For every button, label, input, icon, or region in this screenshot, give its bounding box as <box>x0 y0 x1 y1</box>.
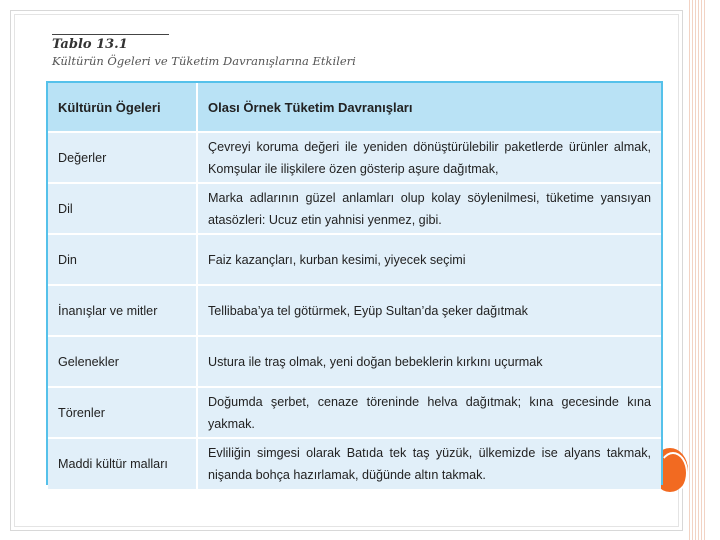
decorative-stripes <box>689 0 707 540</box>
row-label: Dil <box>48 183 197 234</box>
table-row <box>48 234 661 285</box>
row-value: Çevreyi koruma değeri ile yeniden dönüştürülebilir paketlerde ürünler almak, Komşular ile ilişkilere özen gösterip aşure dağıtmak, <box>197 132 661 183</box>
column-header-behaviors: Olası Örnek Tüketim Davranışları <box>197 83 661 132</box>
table-row <box>48 285 661 336</box>
table-row <box>48 183 661 234</box>
row-label: Maddi kültür malları <box>48 438 197 489</box>
caption-rule <box>52 34 169 35</box>
row-value: Evliliğin simgesi olarak Batıda tek taş yüzük, ülkemizde ise alyans takmak, nişanda bohça hazırlamak, düğünde altın takmak. <box>197 438 661 489</box>
row-label: Din <box>48 234 197 285</box>
row-value: Tellibaba’ya tel götürmek, Eyüp Sultan’da şeker dağıtmak <box>197 285 661 336</box>
row-label: Değerler <box>48 132 197 183</box>
row-label: Gelenekler <box>48 336 197 387</box>
column-header-elements: Kültürün Ögeleri <box>48 83 197 132</box>
row-label: Törenler <box>48 387 197 438</box>
table-row <box>48 438 661 489</box>
table-row <box>48 132 661 183</box>
table-caption-title: Tablo 13.1 <box>52 37 128 52</box>
row-value: Faiz kazançları, kurban kesimi, yiyecek seçimi <box>197 234 661 285</box>
row-label: İnanışlar ve mitler <box>48 285 197 336</box>
culture-table-grid <box>48 83 661 489</box>
table-row <box>48 336 661 387</box>
table-row <box>48 387 661 438</box>
row-value: Marka adlarının güzel anlamları olup kolay söylenilmesi, tüketime yansıyan atasözleri: Ucuz etin yahnisi yenmez, gibi. <box>197 183 661 234</box>
table-header-row <box>48 83 661 132</box>
row-value: Doğumda şerbet, cenaze töreninde helva dağıtmak; kına gecesinde kına yakmak. <box>197 387 661 438</box>
culture-table <box>46 81 663 485</box>
row-value: Ustura ile traş olmak, yeni doğan bebeklerin kırkını uçurmak <box>197 336 661 387</box>
table-caption-subtitle: Kültürün Ögeleri ve Tüketim Davranışlarına Etkileri <box>52 54 356 68</box>
